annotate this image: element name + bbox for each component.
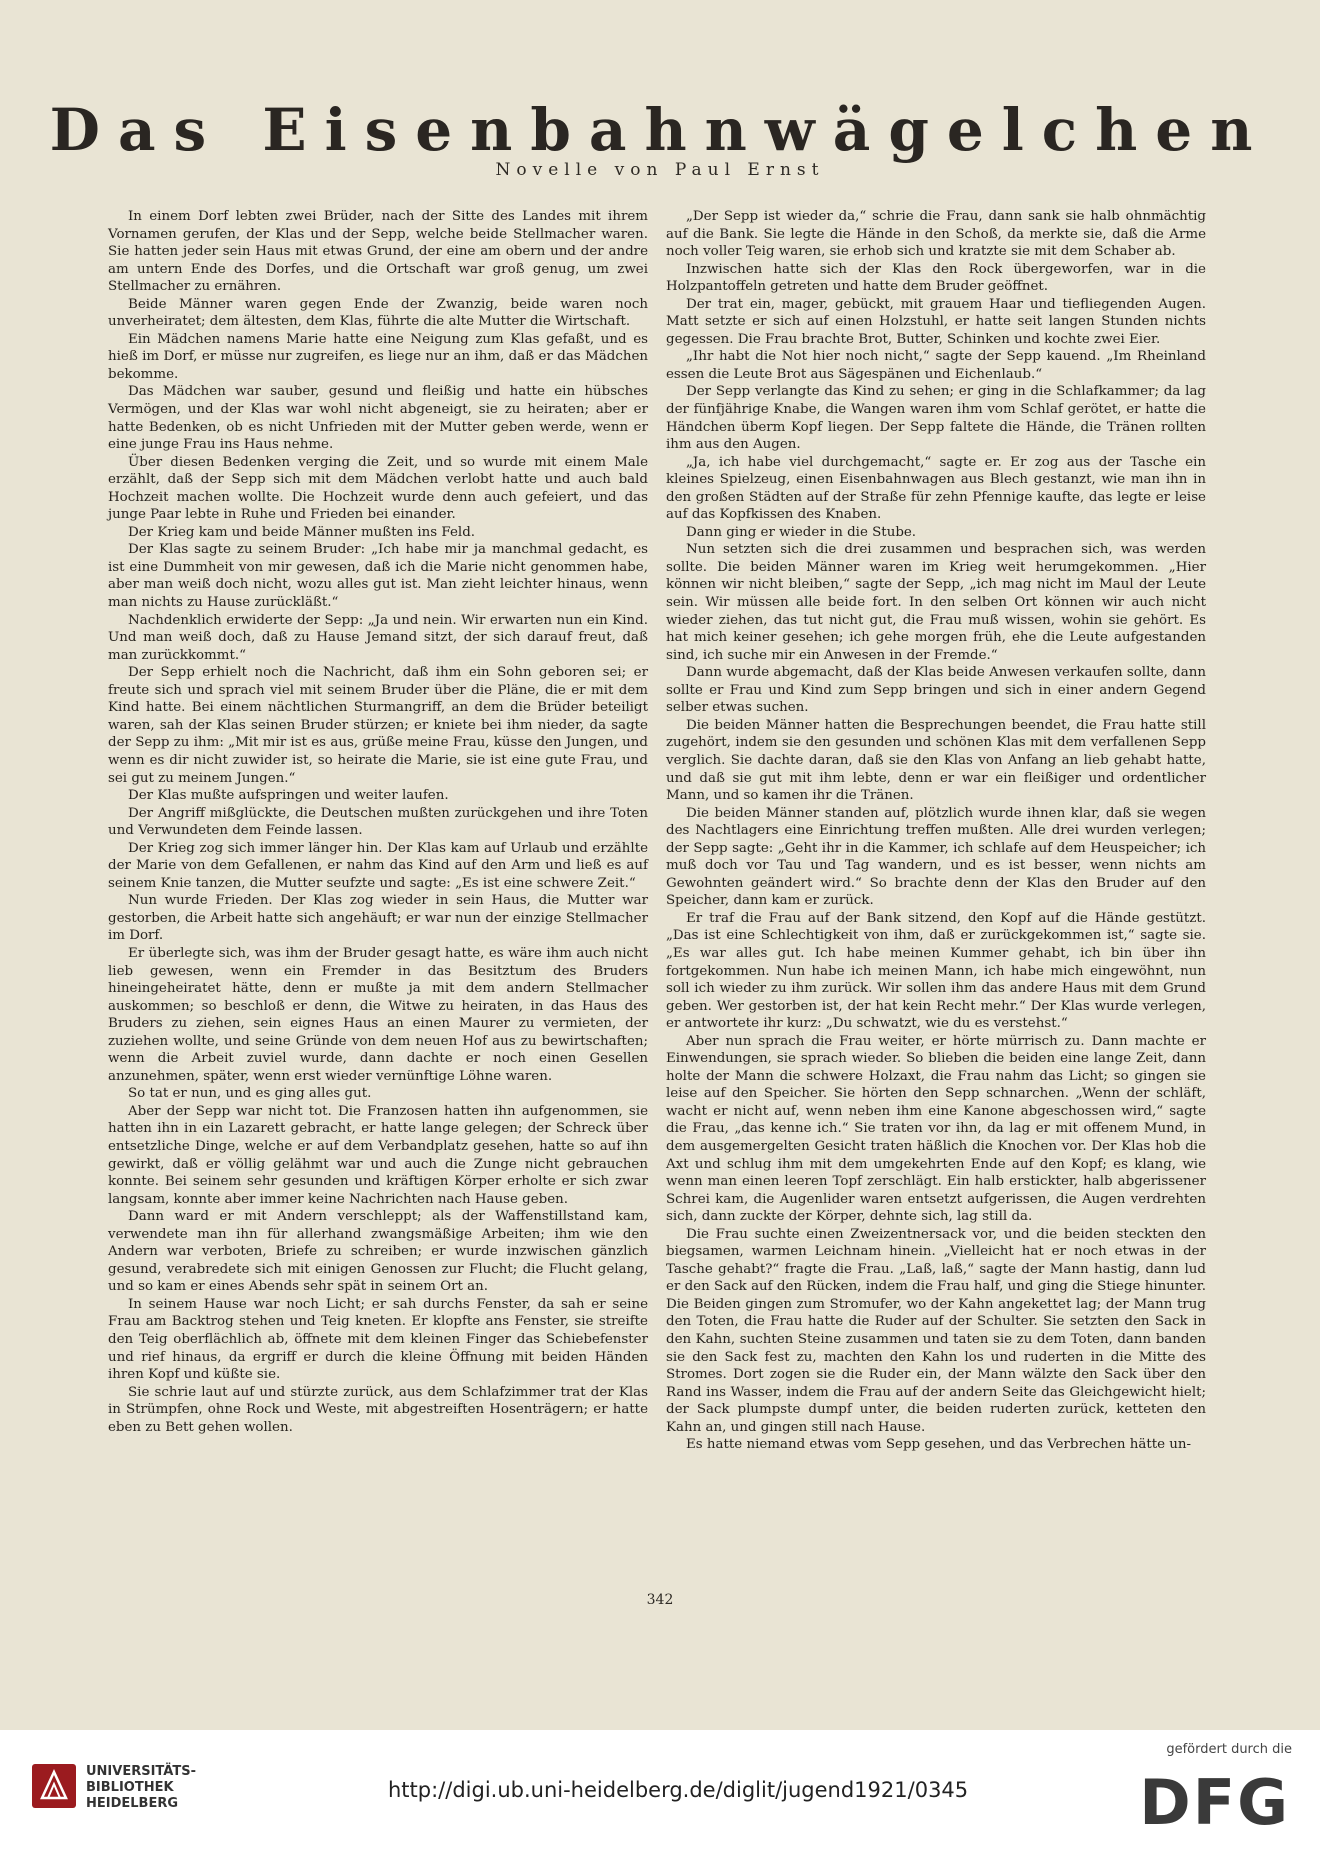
right-column — [666, 208, 1206, 1454]
paragraph: Sie schrie laut auf und stürzte zurück, aus dem Schlafzimmer trat der Klas in Strümpfen, ohne Rock und Weste, mit abgestreiften Hosenträgern; er hatte eben zu Bett gehen wollen. — [108, 1384, 648, 1435]
paragraph: Er traf die Frau auf der Bank sitzend, den Kopf auf die Hände gestützt. „Das ist eine Schlechtigkeit von ihm, daß er zurückgekommen ist,“ sagte sie. „Es war alles gut. Ich habe meinen Kummer gehabt, ich bin über ihn fortgekommen. Nun habe ich meinen Mann, ich habe mich eingewöhnt, nun soll ich wieder zu ihm zurück. Wir sollen ihm das andere Haus mit dem Grund geben. Wer gestorben ist, der hat kein Recht mehr.“ Der Klas wurde verlegen, er antwortete ihr kurz: „Du schwatzt, wie du es verstehst.“ — [666, 910, 1206, 1032]
paragraph: Beide Männer waren gegen Ende der Zwanzig, beide waren noch unverheiratet; dem ältesten, dem Klas, führte die alte Mutter die Wirtschaft. — [108, 296, 648, 330]
paragraph: „Ja, ich habe viel durchgemacht,“ sagte er. Er zog aus der Tasche ein kleines Spielzeug, einen Eisenbahnwagen aus Blech gestanzt, wie man ihn in den großen Städten auf der Straße für zehn Pfennige kaufte, das legte er leise auf das Kopfkissen des Knaben. — [666, 454, 1206, 523]
paragraph: Aber nun sprach die Frau weiter, er hörte mürrisch zu. Dann machte er Einwendungen, sie sprach wieder. So blieben die beiden eine lange Zeit, dann holte der Mann die schwere Holzaxt, die Frau nahm das Licht; so gingen sie leise auf den Speicher. Sie hörten den Sepp schnarchen. „Wenn der schläft, wacht er nicht auf, wenn neben ihm eine Kanone abgeschossen wird,“ sagte die Frau, „das kenne ich.“ Sie traten vor ihn, da lag er mit offenem Mund, in dem ausgemergelten Gesicht traten häßlich die Knochen vor. Der Klas hob die Axt und schlug ihm mit dem umgekehrten Ende auf den Kopf; es klang, wie wenn man einen leeren Topf zerschlägt. Ein halb erstickter, halb abgerissener Schrei kam, die Augenlider waren entsetzt aufgerissen, die Augen verdrehten sich, dann zuckte der Körper, dehnte sich, lag still da. — [666, 1033, 1206, 1225]
paragraph: Die beiden Männer hatten die Besprechungen beendet, die Frau hatte still zugehört, indem sie den gesunden und schönen Klas mit dem verfallenen Sepp verglich. Sie dachte daran, daß sie den Klas von Anfang an lieb gehabt hatte, und daß sie gut mit ihm lebte, denn er war ein fleißiger und ordentlicher Mann, und so kamen ihr die Tränen. — [666, 717, 1206, 804]
paragraph: Der Sepp verlangte das Kind zu sehen; er ging in die Schlafkammer; da lag der fünfjährige Knabe, die Wangen waren ihm vom Schlaf gerötet, er hatte die Händchen überm Kopf liegen. Der Sepp faltete die Hände, die Tränen rollten ihm aus den Augen. — [666, 384, 1206, 453]
library-name-line-1: UNIVERSITÄTS- — [86, 1764, 196, 1779]
paragraph: Dann ward er mit Andern verschleppt; als der Waffenstillstand kam, verwendete man ihn für allerhand zwangsmäßige Arbeiten; ihm wie den Andern war verboten, Briefe zu schreiben; er wurde inzwischen gänzlich gesund, verabredete sich mit einigen Genossen zur Flucht; die Flucht gelang, und so kam er eines Abends sehr spät in seinem Ort an. — [108, 1209, 648, 1295]
paragraph: Der Klas sagte zu seinem Bruder: „Ich habe mir ja manchmal gedacht, es ist eine Dummheit von mir gewesen, daß ich die Marie nicht genommen habe, aber man weiß doch nicht, wozu alles gut ist. Man zieht leichter hinaus, wenn man nichts zu Hause zurückläßt.“ — [108, 542, 648, 611]
article-subtitle: Novelle von Paul Ernst — [495, 160, 825, 180]
paragraph: Inzwischen hatte sich der Klas den Rock übergeworfen, war in die Holzpantoffeln getreten und hatte dem Bruder geöffnet. — [666, 261, 1206, 295]
paragraph: Die beiden Männer standen auf, plötzlich wurde ihnen klar, daß sie wegen des Nachtlagers eine Einrichtung treffen mußten. Alle drei wurden verlegen; der Sepp sagte: „Geht ihr in die Kammer, ich schlafe auf dem Heuspeicher; ich muß doch vor Tau und Tag wandern, und es ist besser, wenn nichts am Gewohnten geändert wird.“ So brachte denn der Klas den Bruder auf den Speicher, dann kam er zurück. — [666, 805, 1206, 909]
paragraph: Die Frau suchte einen Zweizentnersack vor, und die beiden steckten den biegsamen, warmen Leichnam hinein. „Vielleicht hat er noch etwas in der Tasche gehabt?“ fragte die Frau. „Laß, laß,“ sagte der Mann hastig, dann lud er den Sack auf den Rücken, indem die Frau half, und ging die Stiege hinunter. Die Beiden gingen zum Stromufer, wo der Kahn angekettet lag; der Mann trug den Toten, die Frau hatte die Ruder auf der Schulter. Sie setzten den Sack in den Kahn, suchten Steine zusammen und taten sie zu dem Toten, dann banden sie den Sack fest zu, machten den Kahn los und ruderten in die Mitte des Stromes. Dort zogen sie die Ruder ein, der Mann wälzte den Sack über den Rand ins Wasser, indem die Frau auf der andern Seite das Gleichgewicht hielt; der Sack plumpste dumpf unter, die beiden ruderten zurück, ketteten den Kahn an, und gingen still nach Hause. — [666, 1226, 1206, 1435]
library-name[interactable] — [86, 1764, 196, 1812]
paragraph: Über diesen Bedenken verging die Zeit, und so wurde mit einem Male erzählt, daß der Sepp sich mit dem Mädchen verlobt hatte und auch bald Hochzeit machen wollte. Die Hochzeit wurde denn auch gefeiert, und das junge Paar lebte in Ruhe und Frieden bei einander. — [108, 454, 648, 523]
dfg-logo[interactable]: DFG — [1139, 1766, 1290, 1839]
paragraph: So tat er nun, und es ging alles gut. — [128, 1086, 372, 1102]
paragraph: „Ihr habt die Not hier noch nicht,“ sagte der Sepp kauend. „Im Rheinland essen die Leute Brot aus Sägespänen und Eichenlaub.“ — [666, 349, 1206, 382]
funded-by-label: gefördert durch die — [1166, 1742, 1292, 1757]
paragraph: In einem Dorf lebten zwei Brüder, nach der Sitte des Landes mit ihrem Vornamen gerufen, der Klas und der Sepp, welche beide Stellmacher waren. Sie hatten jeder sein Haus mit etwas Grund, der eine am obern und der andre am untern Ende des Dorfes, und die Ortschaft war groß genug, um zwei Stellmacher zu ernähren. — [108, 209, 648, 295]
article-title: Das Eisenbahnwägelchen — [49, 96, 1271, 164]
paragraph: Der Sepp erhielt noch die Nachricht, daß ihm ein Sohn geboren sei; er freute sich und sprach viel mit seinem Bruder über die Pläne, die er mit dem Kind hatte. Bei einem nächtlichen Sturmangriff, an dem die Brüder beteiligt waren, sah der Klas seinen Bruder stürzen; er kniete bei ihm nieder, da sagte der Sepp zu ihm: „Mit mir ist es aus, grüße meine Frau, küsse den Jungen, und wenn es dir nicht zuwider ist, so heirate die Marie, sie ist eine gute Frau, und sei gut zu meinem Jungen.“ — [108, 665, 648, 786]
paragraph: Nachdenklich erwiderte der Sepp: „Ja und nein. Wir erwarten nun ein Kind. Und man weiß doch, daß zu Hause Jemand sitzt, der sich darauf freut, daß man zurückkommt.“ — [108, 612, 648, 663]
paragraph: „Der Sepp ist wieder da,“ schrie die Frau, dann sank sie halb ohnmächtig auf die Bank. Sie legte die Hände in den Schoß, da merkte sie, daß die Arme noch voller Teig waren, sie erhob sich und kratzte sie mit dem Schaber ab. — [666, 209, 1206, 260]
library-name-line-3: HEIDELBERG — [86, 1796, 179, 1811]
permalink-url[interactable]: http://digi.ub.uni-heidelberg.de/diglit/jugend1921/0345 — [388, 1778, 969, 1802]
paragraph: Der trat ein, mager, gebückt, mit grauem Haar und tiefliegenden Augen. Matt setzte er sich auf einen Holzstuhl, er hatte seit langen Stunden nichts gegessen. Die Frau brachte Brot, Butter, Schinken und kochte zwei Eier. — [666, 296, 1206, 347]
paragraph: Der Angriff mißglückte, die Deutschen mußten zurückgehen und ihre Toten und Verwundeten dem Feinde lassen. — [108, 805, 648, 839]
page-number: 342 — [646, 1592, 674, 1608]
paragraph: Er überlegte sich, was ihm der Bruder gesagt hatte, es wäre ihm auch nicht lieb gewesen, wenn ein Fremder in das Besitztum des Bruders hineingeheiratet hätte, denn er mußte ja mit dem andern Stellmacher auskommen; so beschloß er denn, die Witwe zu heiraten, in das Haus des Bruders zu ziehen, sein eignes Haus an einen Maurer zu vermieten, der zuziehen wollte, und seine Gründe von dem neuen Hof aus zu bewirtschaften; wenn die Arbeit zuviel wurde, dann dachte er noch einen Gesellen anzunehmen, später, wenn erst wieder vernünftige Löhne waren. — [108, 945, 648, 1084]
paragraph: Dann wurde abgemacht, daß der Klas beide Anwesen verkaufen sollte, dann sollte er Frau und Kind zum Sepp bringen und sich in einer andern Gegend selber etwas suchen. — [666, 665, 1206, 716]
paragraph: Nun setzten sich die drei zusammen und besprachen sich, was werden sollte. Die beiden Männer waren im Krieg weit herumgekommen. „Hier können wir nicht bleiben,“ sagte der Sepp, „ich mag nicht im Maul der Leute sein. Wir müssen alle beide fort. In den selben Ort können wir auch nicht wieder ziehen, das tut nicht gut, die Frau muß wissen, wohin sie gehört. Es hat mich keiner gesehen; ich gehe morgen früh, ehe die Leute aufgestanden sind, ich suche mir ein Anwesen in der Fremde.“ — [666, 542, 1206, 663]
paragraph: Der Krieg kam und beide Männer mußten ins Feld. — [128, 524, 476, 540]
paragraph: Ein Mädchen namens Marie hatte eine Neigung zum Klas gefaßt, und es hieß im Dorf, er müsse nur zugreifen, es liege nur an ihm, daß er das Mädchen bekomme. — [108, 331, 648, 382]
paragraph: Der Krieg zog sich immer länger hin. Der Klas kam auf Urlaub und erzählte der Marie von dem Gefallenen, er nahm das Kind auf den Arm und ließ es auf seinem Knie tanzen, die Mutter seufzte und sagte: „Es ist eine schwere Zeit.“ — [108, 840, 648, 891]
left-column — [108, 208, 648, 1436]
paragraph: Der Klas mußte aufspringen und weiter laufen. — [128, 788, 449, 804]
paragraph: In seinem Hause war noch Licht; er sah durchs Fenster, da sah er seine Frau am Backtrog stehen und Teig kneten. Er klopfte ans Fenster, sie streifte den Teig oberflächlich ab, öffnete mit dem kleinen Finger das Schiebefenster und rief hinaus, da ergriff er durch die kleine Öffnung mit beiden Händen ihren Kopf und küßte sie. — [108, 1296, 648, 1383]
paragraph: Das Mädchen war sauber, gesund und fleißig und hatte ein hübsches Vermögen, und der Klas war wohl nicht abgeneigt, sie zu heiraten; aber er hatte Bedenken, ob es nicht Unfrieden mit der Mutter geben werde, wenn er eine junge Frau ins Haus nehme. — [108, 384, 648, 453]
paragraph: Nun wurde Frieden. Der Klas zog wieder in sein Haus, die Mutter war gestorben, die Arbeit hatte sich angehäuft; er war nun der einzige Stellmacher im Dorf. — [108, 893, 648, 944]
paragraph: Dann ging er wieder in die Stube. — [686, 524, 917, 540]
paragraph: Aber der Sepp war nicht tot. Die Franzosen hatten ihn aufgenommen, sie hatten ihn in ein Lazarett gebracht, er hatte lange gelegen; der Schreck über entsetzliche Dinge, welche er auf dem Verbandplatz gesehen, hatte so auf ihn gewirkt, daß er völlig gelähmt war und auch die Zunge nicht gebrauchen konnte. Bei seinem sehr gesunden und kräftigen Körper erholte er sich zwar langsam, konnte aber immer keine Nachrichten nach Hause geben. — [108, 1103, 648, 1207]
paragraph: Es hatte niemand etwas vom Sepp gesehen, und das Verbrechen hätte un- — [686, 1437, 1192, 1453]
heidelberg-library-logo-icon[interactable] — [32, 1764, 76, 1808]
library-name-line-2: BIBLIOTHEK — [86, 1780, 174, 1795]
footer-bar — [0, 1730, 1320, 1852]
